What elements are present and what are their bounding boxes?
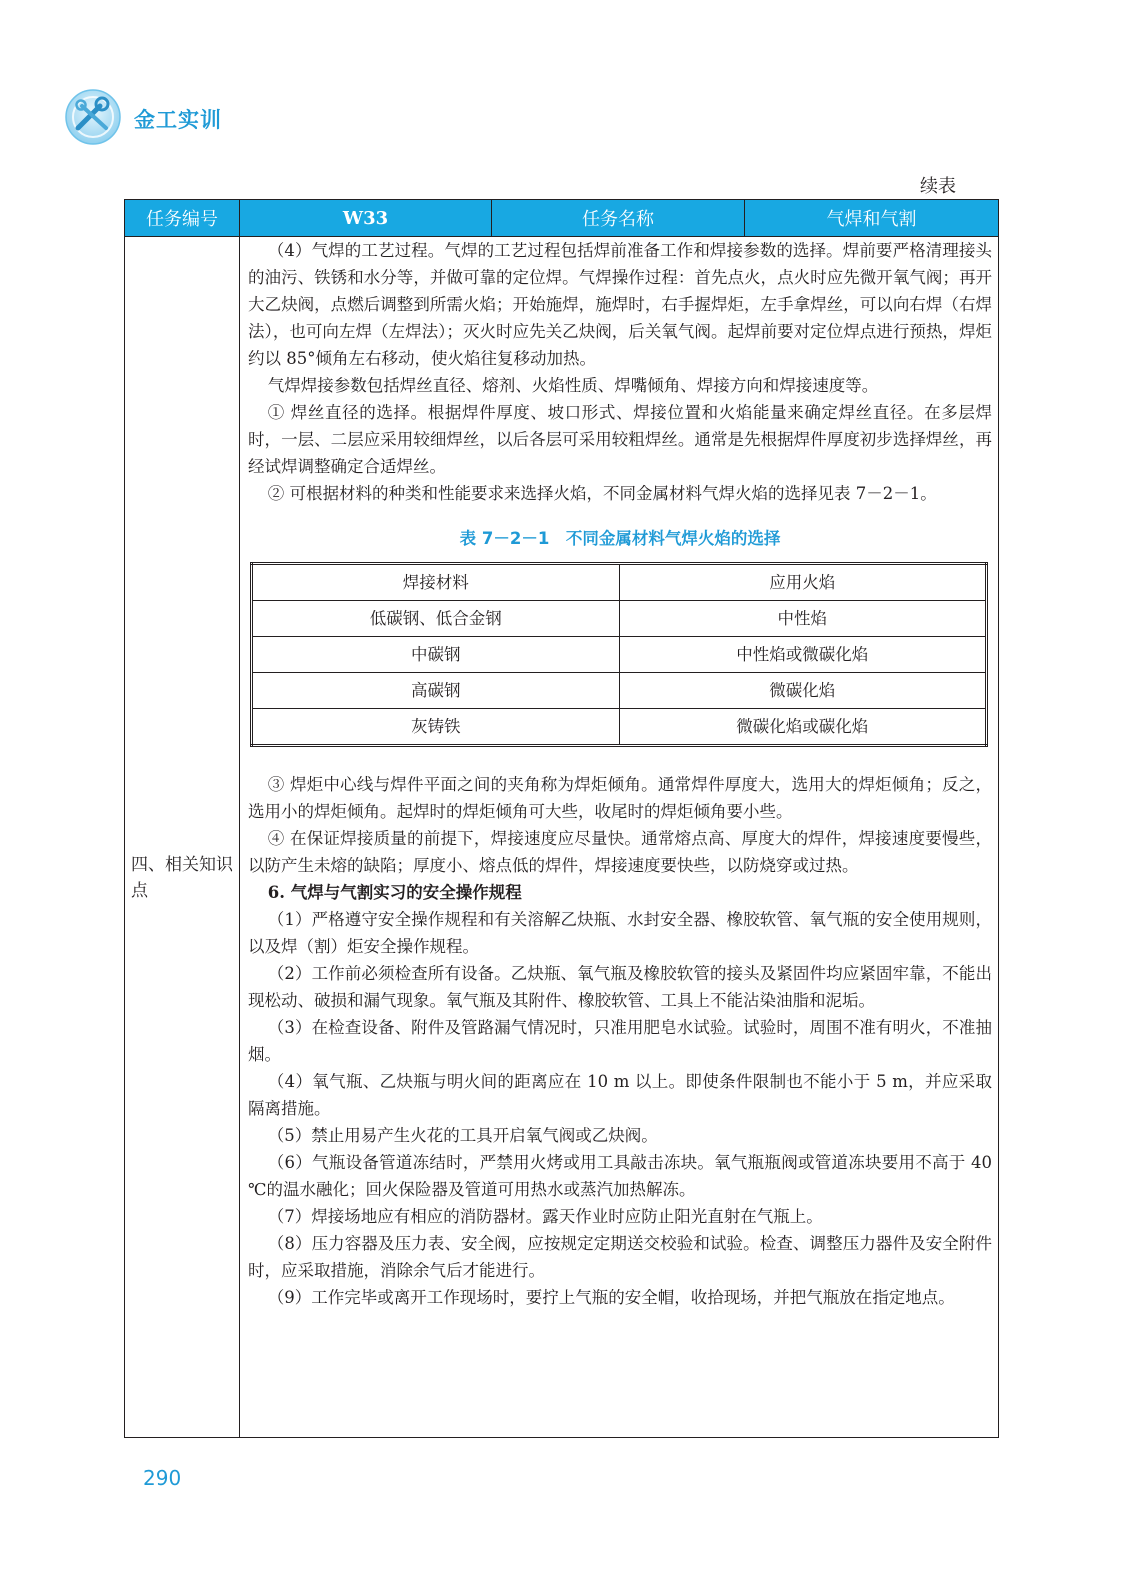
cell-material: 低碳钢、低合金钢 [252,601,620,637]
knowledge-row [125,237,999,1438]
wrench-gear-logo-icon [64,88,122,146]
safety-rule-4: （4）氧气瓶、乙炔瓶与明火间的距离应在 10 m 以上。即使条件限制也不能小于 5 m，并应采取隔离措施。 [248,1072,992,1118]
table-row [252,673,987,709]
paragraph-process: （4）气焊的工艺过程。气焊的工艺过程包括焊前准备工作和焊接参数的选择。焊前要严格清理接头的油污、铁锈和水分等，并做可靠的定位焊。气焊操作过程：首先点火，点火时应先微开氧气阀；再开大乙炔阀，点燃后调整到所需火焰；开始施焊，施焊时，右手握焊炬，左手拿焊丝，可以向右焊（右焊法），也可向左焊（左焊法）；灭火时应先关乙炔阀，后关氧气阀。起焊前要对定位焊点进行预热，焊炬约以 85°倾角左右移动，使火焰往复移动加热。 [248,241,992,368]
safety-rule-2: （2）工作前必须检查所有设备。乙炔瓶、氧气瓶及橡胶软管的接头及紧固件均应紧固牢靠，不能出现松动、破损和漏气现象。氧气瓶及其附件、橡胶软管、工具上不能沾染油脂和泥垢。 [248,964,992,1010]
safety-rule-6: （6）气瓶设备管道冻结时，严禁用火烤或用工具敲击冻块。氧气瓶瓶阀或管道冻块要用不高于 40 ℃的温水融化；回火保险器及管道可用热水或蒸汽加热解冻。 [248,1153,992,1199]
cell-material: 中碳钢 [252,637,620,673]
safety-heading: 6. 气焊与气割实习的安全操作规程 [267,883,522,902]
table-row [252,601,987,637]
cell-flame: 中性焰或微碳化焰 [619,637,987,673]
safety-rule-1: （1）严格遵守安全操作规程和有关溶解乙炔瓶、水封安全器、橡胶软管、氧气瓶的安全使用规则，以及焊（割）炬安全操作规程。 [248,910,992,956]
content-body [248,237,992,1311]
paragraph-torch-angle: ③ 焊炬中心线与焊件平面之间的夹角称为焊炬倾角。通常焊件厚度大，选用大的焊炬倾角；反之，选用小的焊炬倾角。起焊时的焊炬倾角可大些，收尾时的焊炬倾角要小些。 [248,775,992,821]
task-number-label: 任务编号 [125,200,240,237]
header-flame: 应用火焰 [619,564,987,601]
page-number: 290 [143,1466,182,1490]
paragraph-welding-speed: ④ 在保证焊接质量的前提下，焊接速度应尽量快。通常熔点高、厚度大的焊件，焊接速度要慢些，以防产生未熔的缺陷；厚度小、熔点低的焊件，焊接速度要快些，以防烧穿或过热。 [248,829,992,875]
continued-label: 续表 [920,176,956,197]
task-header-row [125,200,999,237]
cell-material: 灰铸铁 [252,709,620,746]
safety-rule-7: （7）焊接场地应有相应的消防器材。露天作业时应防止阳光直射在气瓶上。 [267,1207,823,1226]
cell-flame: 中性焰 [619,601,987,637]
paragraph-flame-choice: ② 可根据材料的种类和性能要求来选择火焰，不同金属材料气焊火焰的选择见表 7－2－1。 [267,484,937,503]
cell-material: 高碳钢 [252,673,620,709]
task-name-label: 任务名称 [492,200,745,237]
task-number-value: W33 [240,200,492,237]
paragraph-wire-diameter: ① 焊丝直径的选择。根据焊件厚度、坡口形式、焊接位置和火焰能量来确定焊丝直径。在多层焊时，一层、二层应采用较细焊丝，以后各层可采用较粗焊丝。通常是先根据焊件厚度初步选择焊丝，再经试焊调整确定合适焊丝。 [248,403,992,476]
task-table [124,199,999,1438]
cell-flame: 微碳化焰 [619,673,987,709]
section-label-cell [125,237,240,1438]
cell-flame: 微碳化焰或碳化焰 [619,709,987,746]
task-name-value: 气焊和气割 [745,200,999,237]
header-material: 焊接材料 [252,564,620,601]
table-caption: 表 7－2－1 不同金属材料气焊火焰的选择 [459,529,781,548]
table-row [252,637,987,673]
section-label: 四、相关知识点 [131,855,233,901]
safety-rule-3: （3）在检查设备、附件及管路漏气情况时，只准用肥皂水试验。试验时，周围不准有明火，不准抽烟。 [248,1018,992,1064]
paragraph-parameters: 气焊焊接参数包括焊丝直径、熔剂、火焰性质、焊嘴倾角、焊接方向和焊接速度等。 [267,376,879,395]
flame-table-header [252,564,987,601]
book-title: 金工实训 [134,108,222,132]
table-row [252,709,987,746]
content-cell [240,237,999,1438]
safety-rule-8: （8）压力容器及压力表、安全阀，应按规定定期送交校验和试验。检查、调整压力器件及安全附件时，应采取措施，消除余气后才能进行。 [248,1234,992,1280]
safety-rule-9: （9）工作完毕或离开工作现场时，要拧上气瓶的安全帽，收拾现场，并把气瓶放在指定地点。 [267,1288,955,1307]
flame-selection-table [250,562,988,747]
safety-rule-5: （5）禁止用易产生火花的工具开启氧气阀或乙炔阀。 [267,1126,658,1145]
